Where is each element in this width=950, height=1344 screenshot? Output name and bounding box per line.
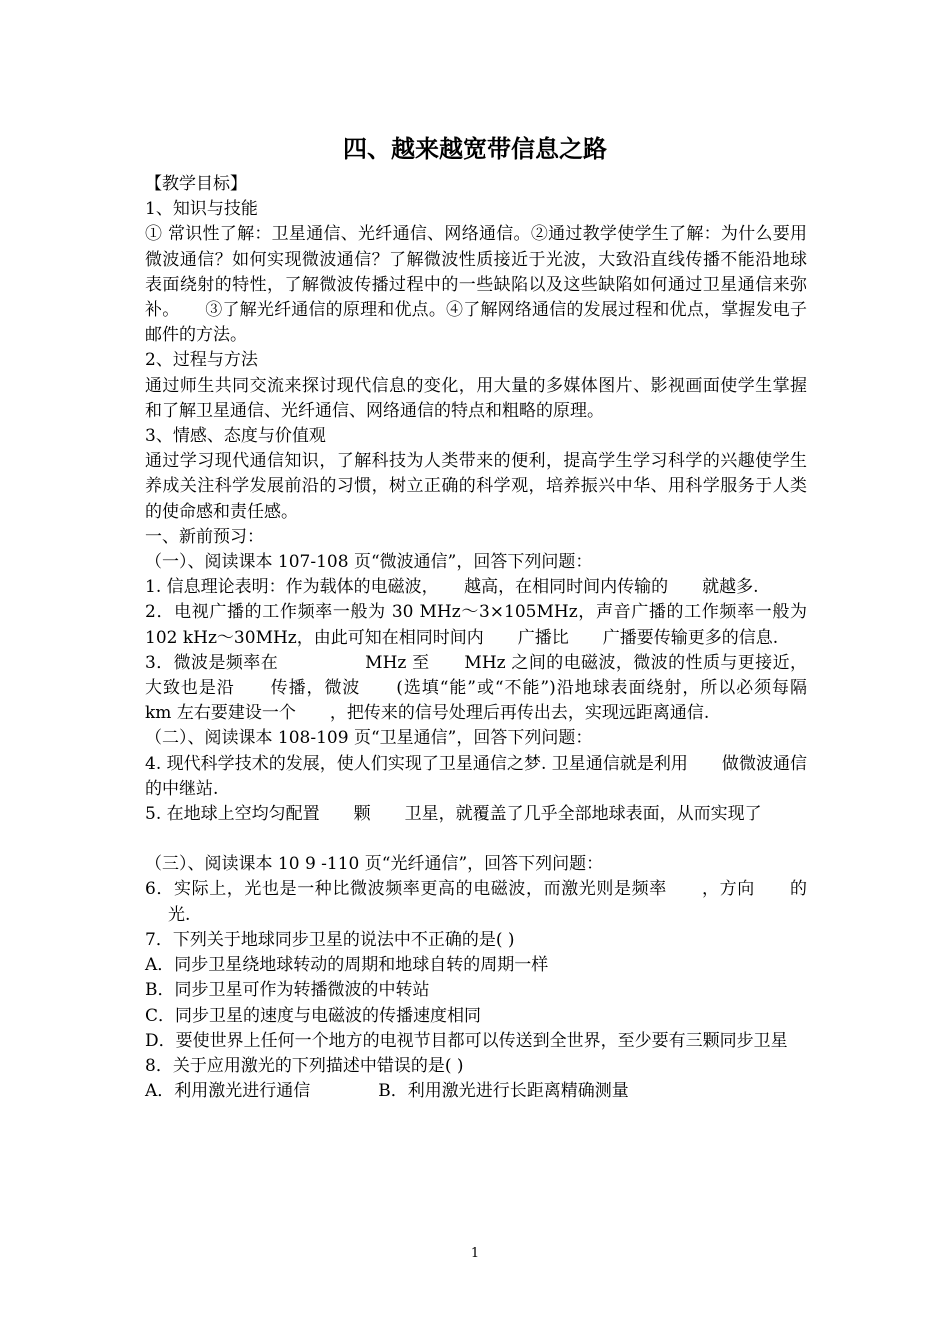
document-body — [145, 172, 858, 1104]
question-7-option-c: C．同步卫星的速度与电磁波的传播速度相同 — [145, 1005, 482, 1026]
reading-prompt-microwave: （一）、阅读课本 107-108 页“微波通信”，回答下列问题： — [145, 552, 593, 573]
question-6: 6．实际上，光也是一种比微波频率更高的电磁波，而激光则是频率 ，方向 的光. — [145, 879, 807, 925]
blank-line — [145, 827, 807, 852]
question-3: 3．微波是频率在 MHz 至 MHz 之间的电磁波，微波的性质与更接近，大致也是沿 传播，微波 (选填“能”或“不能”)沿地球表面绕射，所以必须每隔 km 左右要建设一个 ，把传来的信号处理后再传出去，实现远距离通信. — [145, 652, 858, 724]
question-8-options-ab: A．利用激光进行通信 B．利用激光进行长距离精确测量 — [145, 1081, 629, 1102]
question-4: 4. 现代科学技术的发展，使人们实现了卫星通信之梦. 卫星通信就是利用 做微波通信的中继站. — [145, 753, 807, 799]
question-1: 1. 信息理论表明：作为载体的电磁波， 越高，在相同时间内传输的 就越多. — [145, 577, 759, 598]
question-5: 5. 在地球上空均匀配置 颗 卫星，就覆盖了几乎全部地球表面，从而实现了 — [145, 804, 762, 825]
subsection-heading-values: 3、情感、态度与价值观 — [145, 426, 326, 447]
page-number: 1 — [470, 1246, 480, 1261]
question-7: 7．下列关于地球同步卫星的说法中不正确的是( ) — [145, 929, 515, 950]
section-heading-preview: 一、新前预习： — [145, 526, 264, 547]
question-7-option-b: B．同步卫星可作为转播微波的中转站 — [145, 980, 430, 1001]
question-7-option-a: A．同步卫星绕地球转动的周期和地球自转的周期一样 — [145, 955, 549, 976]
document-title: 四、越来越宽带信息之路 — [343, 134, 607, 163]
paragraph-process: 通过师生共同交流来探讨现代信息的变化，用大量的多媒体图片、影视画面使学生掌握和了解卫星通信、光纤通信、网络通信的特点和粗略的原理。 — [145, 375, 807, 421]
question-8: 8．关于应用激光的下列描述中错误的是( ) — [145, 1055, 464, 1076]
reading-prompt-fiber: （三）、阅读课本 10 9 -110 页“光纤通信”，回答下列问题： — [145, 854, 604, 875]
section-heading-objectives: 【教学目标】 — [145, 174, 247, 194]
subsection-heading-knowledge: 1、知识与技能 — [145, 199, 258, 220]
subsection-heading-process: 2、过程与方法 — [145, 350, 258, 371]
paragraph-knowledge: ① 常识性了解：卫星通信、光纤通信、网络通信。②通过教学使学生了解：为什么要用微波通信？如何实现微波通信？了解微波性质接近于光波，大致沿直线传播不能沿地球表面绕射的特性，了解微波传播过程中的一些缺陷以及这些缺陷如何通过卫星通信来弥补。 ③了解光纤通信的原理和优点。④了解网络通信的发展过程和优点，掌握发电子邮件的方法。 — [145, 224, 807, 346]
paragraph-values: 通过学习现代通信知识，了解科技为人类带来的便利，提高学生学习科学的兴趣使学生养成关注科学发展前沿的习惯，树立正确的科学观，培养振兴中华、用科学服务于人类的使命感和责任感。 — [145, 451, 807, 522]
reading-prompt-satellite: （二）、阅读课本 108-109 页“卫星通信”，回答下列问题： — [145, 728, 593, 749]
question-7-option-d: D．要使世界上任何一个地方的电视节目都可以传送到全世界，至少要有三颗同步卫星 — [145, 1030, 788, 1051]
question-2: 2．电视广播的工作频率一般为 30 MHz～3×105MHz，声音广播的工作频率一般为 102 kHz～30MHz，由此可知在相同时间内 广播比 广播要传输更多的信息. — [145, 602, 807, 648]
